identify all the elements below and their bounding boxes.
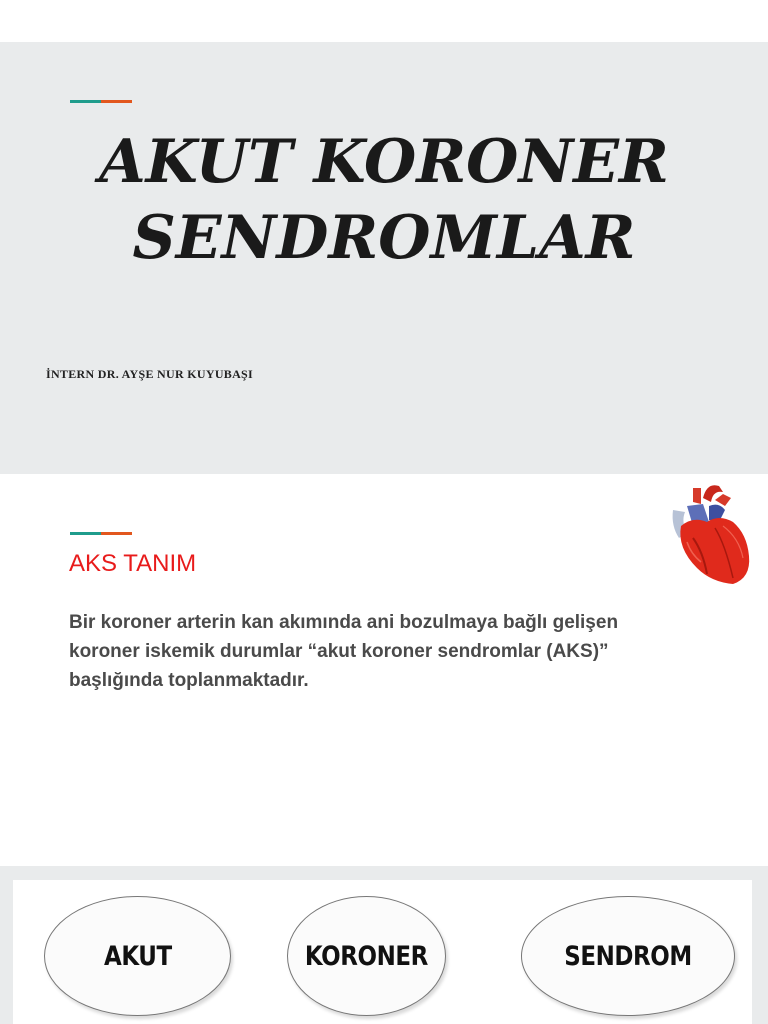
diagram-slide [0, 866, 768, 1024]
author-name: İNTERN DR. AYŞE NUR KUYUBAŞI [46, 367, 253, 381]
oval-koroner [287, 896, 446, 1016]
oval-label: KORONER [304, 940, 429, 972]
oval-akut [44, 896, 231, 1016]
heart-icon [663, 482, 753, 586]
accent-bar [70, 100, 132, 103]
diagram-panel [13, 880, 752, 1024]
section-heading: AKS TANIM [69, 550, 197, 577]
oval-label: SENDROM [564, 940, 692, 972]
oval-sendrom [521, 896, 735, 1016]
definition-paragraph: Bir koroner arterin kan akımında ani bozulmaya bağlı gelişen koroner iskemik durumlar “akut koroner sendromlar (AKS)” başlığında toplanmaktadır. [69, 612, 619, 691]
title-slide [0, 42, 768, 474]
definition-slide [0, 474, 768, 866]
accent-bar [70, 532, 132, 535]
oval-label: AKUT [103, 940, 172, 972]
title-line-1: AKUT KORONER [99, 127, 669, 197]
slide-title [0, 124, 768, 276]
title-line-2: SENDROMLAR [132, 203, 636, 273]
